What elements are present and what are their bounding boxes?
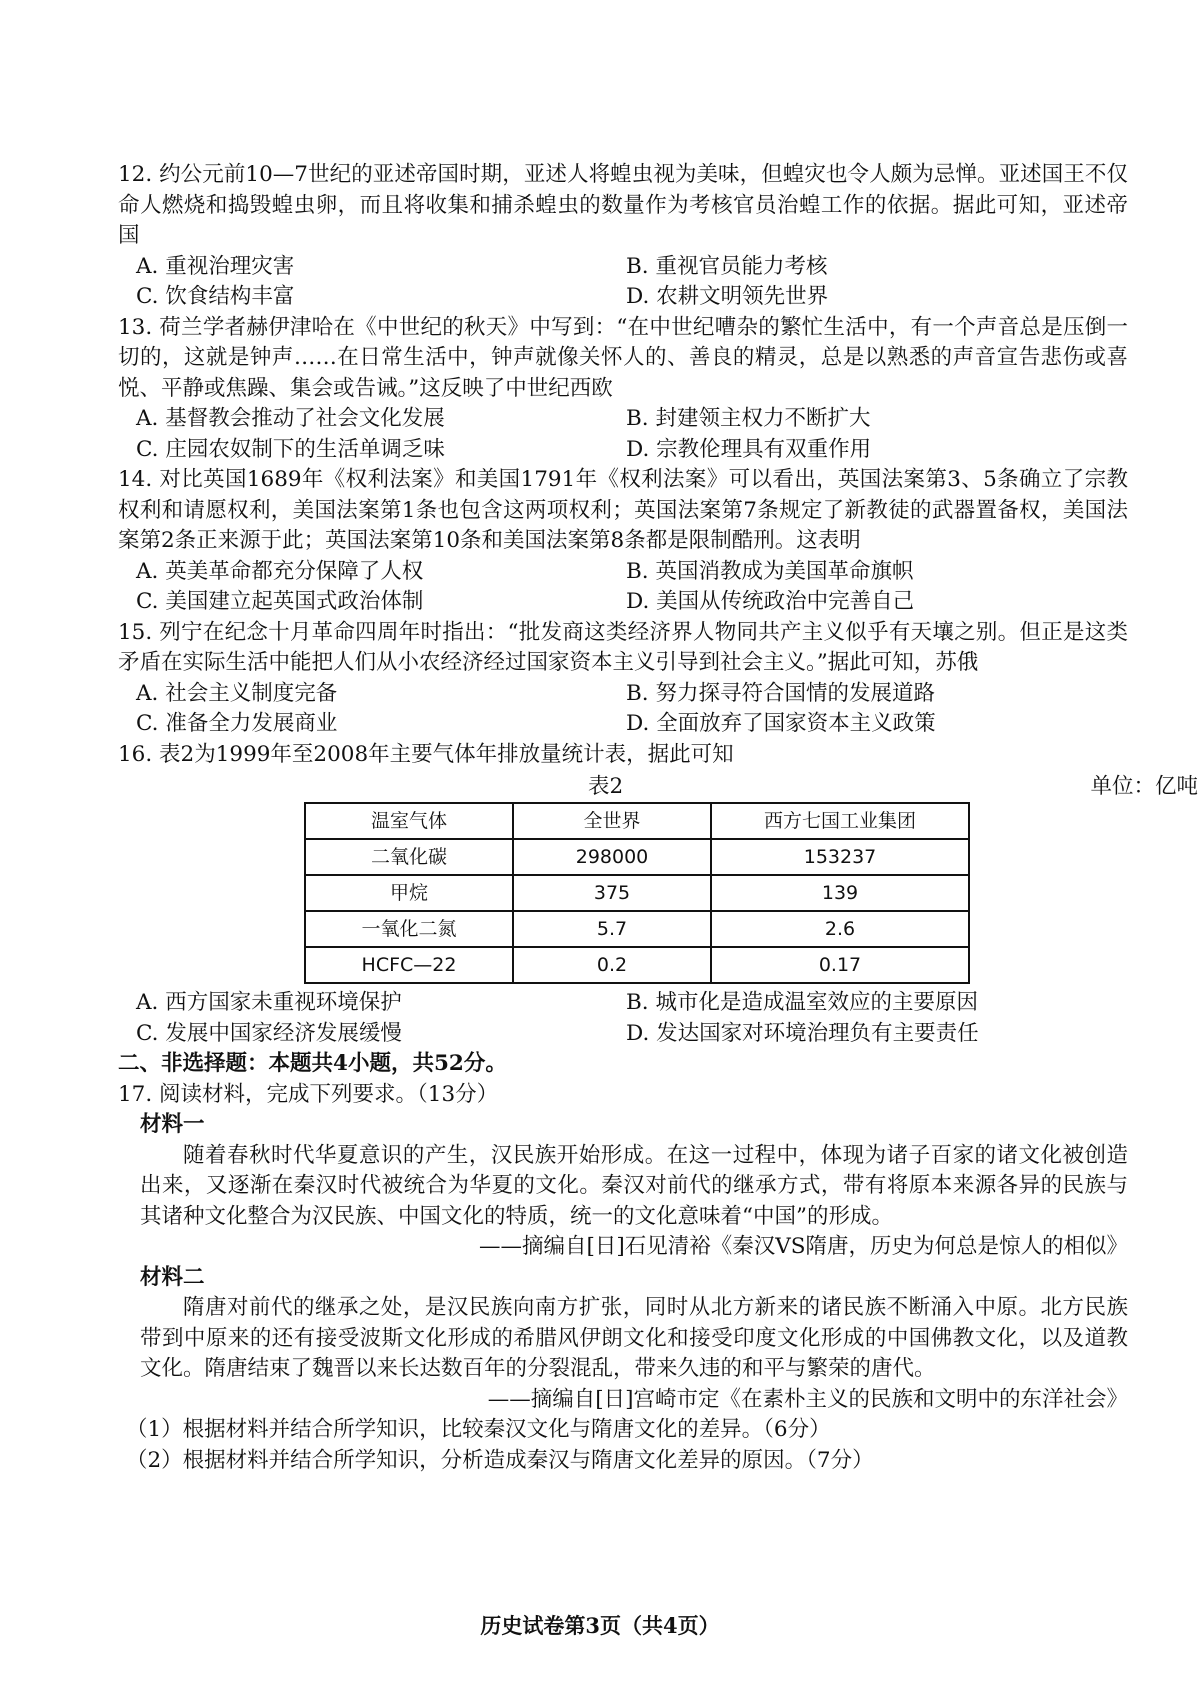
table-cell: HCFC—22 (305, 947, 513, 983)
material-1-source: ——摘编自[日]石见清裕《秦汉VS隋唐，历史为何总是惊人的相似》 (478, 1234, 1128, 1259)
option-c[interactable]: C. 发展中国家经济发展缓慢 (136, 1020, 402, 1046)
table-header: 全世界 (513, 803, 711, 839)
question-stem: 16. 表2为1999年至2008年主要气体年排放量统计表，据此可知 (118, 741, 734, 767)
option-a[interactable]: A. 重视治理灾害 (136, 253, 295, 279)
table-cell: 139 (711, 875, 969, 911)
table-header-row (305, 803, 969, 839)
question-13 (118, 313, 1128, 466)
option-b[interactable]: B. 城市化是造成温室效应的主要原因 (626, 990, 978, 1015)
option-c[interactable]: C. 庄园农奴制下的生活单调乏味 (136, 436, 445, 462)
material-2-source: ——摘编自[日]宫崎市定《在素朴主义的民族和文明中的东洋社会》 (487, 1386, 1128, 1412)
option-c[interactable]: C. 美国建立起英国式政治体制 (136, 589, 424, 614)
options (118, 252, 1128, 313)
material-2-body: 隋唐对前代的继承之处，是汉民族向南方扩张，同时从北方新来的诸民族不断涌入中原。北方民族带到中原来的还有接受波斯文化形成的希腊风伊朗文化和接受印度文化形成的中国佛教文化，以及道教文化。隋唐结束了魏晋以来长达数百年的分裂混乱，带来久违的和平与繁荣的唐代。 (140, 1295, 1128, 1381)
exam-page (118, 160, 1198, 1476)
material-2-title: 材料二 (140, 1264, 205, 1290)
section-heading: 二、非选择题：本题共4小题，共52分。 (118, 1051, 507, 1076)
question-stem: 14. 对比英国1689年《权利法案》和美国1791年《权利法案》可以看出，英国法案第3、5条确立了宗教权利和请愿权利，美国法案第1条也包含这两项权利；英国法案第7条规定了新教徒的武器置备权，美国法案第2条正来源于此；英国法案第10条和美国法案第8条都是限制酷刑。这表明 (118, 467, 1128, 553)
options (118, 679, 1128, 740)
emission-table (304, 802, 970, 984)
option-d[interactable]: D. 美国从传统政治中完善自己 (626, 589, 915, 614)
options (118, 988, 1128, 1049)
option-d[interactable]: D. 全面放弃了国家资本主义政策 (626, 711, 936, 736)
option-c[interactable]: C. 准备全力发展商业 (136, 711, 338, 736)
table-cell: 2.6 (711, 911, 969, 947)
option-b[interactable]: B. 努力探寻符合国情的发展道路 (626, 680, 935, 706)
option-d[interactable]: D. 农耕文明领先世界 (626, 284, 829, 309)
material-1-title: 材料一 (140, 1112, 205, 1137)
option-a[interactable]: A. 英美革命都充分保障了人权 (136, 558, 424, 584)
table-cell: 甲烷 (305, 875, 513, 911)
table-cell: 5.7 (513, 911, 711, 947)
question-12 (118, 160, 1128, 313)
table-caption: 表2 (588, 774, 624, 799)
material-1-body: 随着春秋时代华夏意识的产生，汉民族开始形成。在这一过程中，体现为诸子百家的诸文化被创造出来，又逐渐在秦汉时代被统合为华夏的文化。秦汉对前代的继承方式，带有将原本来源各异的民族与其诸种文化整合为汉民族、中国文化的特质，统一的文化意味着“中国”的形成。 (140, 1142, 1128, 1229)
option-b[interactable]: B. 封建领主权力不断扩大 (626, 406, 871, 431)
table-header: 西方七国工业集团 (711, 803, 969, 839)
table-unit: 单位：亿吨 (1090, 774, 1198, 799)
question-15 (118, 618, 1128, 740)
table-caption-row (588, 772, 1198, 802)
option-b[interactable]: B. 重视官员能力考核 (626, 253, 828, 279)
option-a[interactable]: A. 西方国家未重视环境保护 (136, 990, 402, 1015)
question-16 (118, 740, 1198, 1050)
options (118, 557, 1128, 618)
table-header: 温室气体 (305, 803, 513, 839)
question-14 (118, 465, 1128, 618)
table-cell: 298000 (513, 839, 711, 875)
options (118, 404, 1128, 465)
table-cell: 一氧化二氮 (305, 911, 513, 947)
option-b[interactable]: B. 英国消教成为美国革命旗帜 (626, 558, 914, 584)
table-row (305, 911, 969, 947)
option-d[interactable]: D. 发达国家对环境治理负有主要责任 (626, 1020, 979, 1046)
table-cell: 0.2 (513, 947, 711, 983)
option-c[interactable]: C. 饮食结构丰富 (136, 284, 295, 309)
option-a[interactable]: A. 基督教会推动了社会文化发展 (136, 406, 445, 431)
table-cell: 375 (513, 875, 711, 911)
table-row (305, 839, 969, 875)
table-cell: 153237 (711, 839, 969, 875)
table-row (305, 875, 969, 911)
question-stem: 15. 列宁在纪念十月革命四周年时指出：“批发商这类经济界人物同共产主义似乎有天壤之别。但正是这类矛盾在实际生活中能把人们从小农经济经过国家资本主义引导到社会主义。”据此可知，苏俄 (118, 619, 1128, 675)
question-stem: 12. 约公元前10—7世纪的亚述帝国时期，亚述人将蝗虫视为美味，但蝗灾也令人颇为忌惮。亚述国王不仅命人燃烧和捣毁蝗虫卵，而且将收集和捕杀蝗虫的数量作为考核官员治蝗工作的依据。据此可知，亚述帝国 (118, 162, 1128, 248)
question-stem: 13. 荷兰学者赫伊津哈在《中世纪的秋天》中写到：“在中世纪嘈杂的繁忙生活中，有一个声音总是压倒一切的，这就是钟声……在日常生活中，钟声就像关怀人的、善良的精灵，总是以熟悉的声音宣告悲伤或喜悦、平静或焦躁、集会或告诫。”这反映了中世纪西欧 (118, 314, 1128, 401)
option-d[interactable]: D. 宗教伦理具有双重作用 (626, 436, 872, 462)
question-17: 17. 阅读材料，完成下列要求。（13分） (118, 1081, 499, 1107)
table-row (305, 947, 969, 983)
option-a[interactable]: A. 社会主义制度完备 (136, 680, 338, 706)
table-cell: 0.17 (711, 947, 969, 983)
table-cell: 二氧化碳 (305, 839, 513, 875)
sub-question-2: （2）根据材料并结合所学知识，分析造成秦汉与隋唐文化差异的原因。（7分） (126, 1447, 874, 1473)
emission-table-block (118, 772, 1198, 984)
sub-question-1: （1）根据材料并结合所学知识，比较秦汉文化与隋唐文化的差异。（6分） (126, 1417, 831, 1442)
page-footer: 历史试卷第3页（共4页） (480, 1613, 720, 1638)
